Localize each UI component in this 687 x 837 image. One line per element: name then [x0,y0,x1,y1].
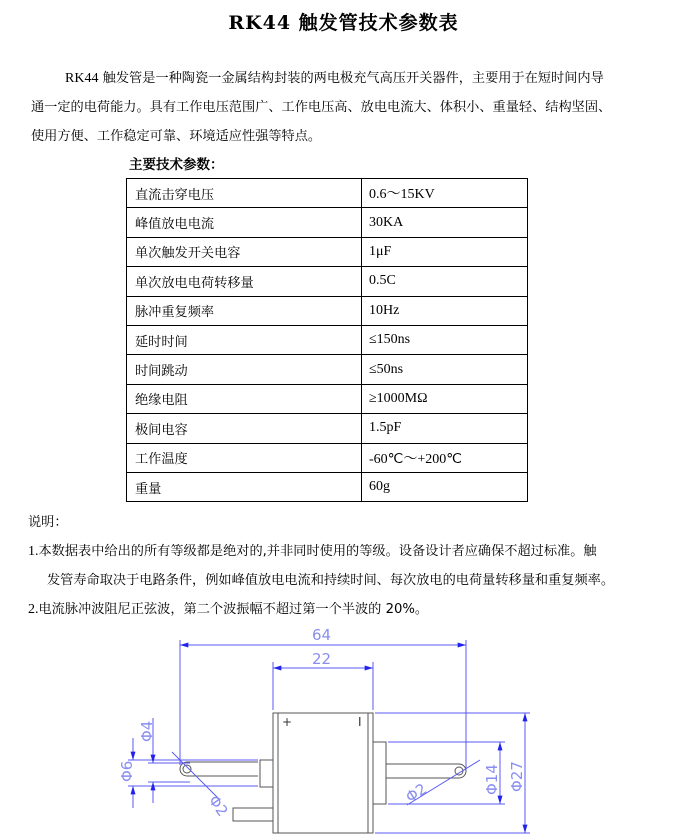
param-name: 重量 [127,472,362,501]
param-name: 峰值放电电流 [127,208,362,237]
left-terminal [180,762,258,776]
param-name: 工作温度 [127,443,362,472]
param-row [127,355,528,384]
dim-right-hole-label: Φ2 [402,779,431,807]
param-value: 30KA [362,208,528,237]
param-value: 1μF [362,237,528,266]
param-row [127,296,528,325]
dimension-drawing [0,620,687,837]
dimension-lines [128,640,530,833]
params-table [126,178,528,502]
dim-14-label: Φ14 [483,764,501,795]
intro-line-2: 通一定的电荷能力。具有工作电压范围广、工作电压高、放电电流大、体积小、重量轻、结构坚固、 [31,100,612,115]
plus-label: + [282,715,293,729]
param-name: 单次放电电荷转移量 [127,267,362,296]
dim-27-label: Φ27 [508,761,526,792]
left-flange [260,760,273,787]
page-title: RK44 触发管技术参数表 [228,12,459,34]
param-value: 1.5pF [362,414,528,443]
param-row [127,384,528,413]
param-value: ≤50ns [362,355,528,384]
dim-6-label: Φ6 [118,760,136,782]
param-row [127,179,528,208]
param-value: ≥1000MΩ [362,384,528,413]
param-name: 绝缘电阻 [127,384,362,413]
dim-left-hole-label: Φ2 [204,791,232,820]
notes-section [28,508,687,624]
minus-label: I [358,715,362,729]
dim-4-label: Φ4 [138,720,156,742]
param-row [127,414,528,443]
param-name: 极间电容 [127,414,362,443]
param-value: 0.6～15KV [362,179,528,208]
param-value: -60℃～+200℃ [362,443,528,472]
notes-heading: 说明： [28,515,68,530]
note-2: 2.电流脉冲波阻尼正弦波，第二个波振幅不超过第一个半波的 20%。 [28,602,429,617]
params-heading: 主要技术参数： [129,157,224,173]
param-name: 脉冲重复频率 [127,296,362,325]
param-name: 时间跳动 [127,355,362,384]
param-name: 延时时间 [127,325,362,354]
param-name: 单次触发开关电容 [127,237,362,266]
intro-model: RK44 [65,71,99,86]
param-name: 直流击穿电压 [127,179,362,208]
intro-paragraph [31,64,681,151]
param-row [127,237,528,266]
param-value: ≤150ns [362,325,528,354]
note-1-continued: 发管寿命取决于电路条件，例如峰值放电电流和持续时间、每次放电的电荷量转移量和重复频率。 [47,573,615,588]
body-outline [273,713,373,833]
intro-line-1: 触发管是一种陶瓷一金属结构封装的两电极充气高压开关器件，主要用于在短时间内导 [98,71,604,86]
param-row [127,208,528,237]
param-row [127,443,528,472]
intro-line-3: 使用方便、工作稳定可靠、环境适应性强等特点。 [31,129,322,144]
param-value: 10Hz [362,296,528,325]
param-row [127,267,528,296]
param-value: 60g [362,472,528,501]
bottom-stub [233,808,273,821]
dim-22-label: 22 [312,650,332,668]
right-flange [373,742,386,804]
param-row [127,472,528,501]
param-value: 0.5C [362,267,528,296]
left-hole [183,765,191,773]
dim-64-label: 64 [312,626,332,644]
param-row [127,325,528,354]
note-1: 1.本数据表中给出的所有等级都是绝对的,并非同时使用的等级。设备设计者应确保不超过标准。触 [28,544,597,559]
